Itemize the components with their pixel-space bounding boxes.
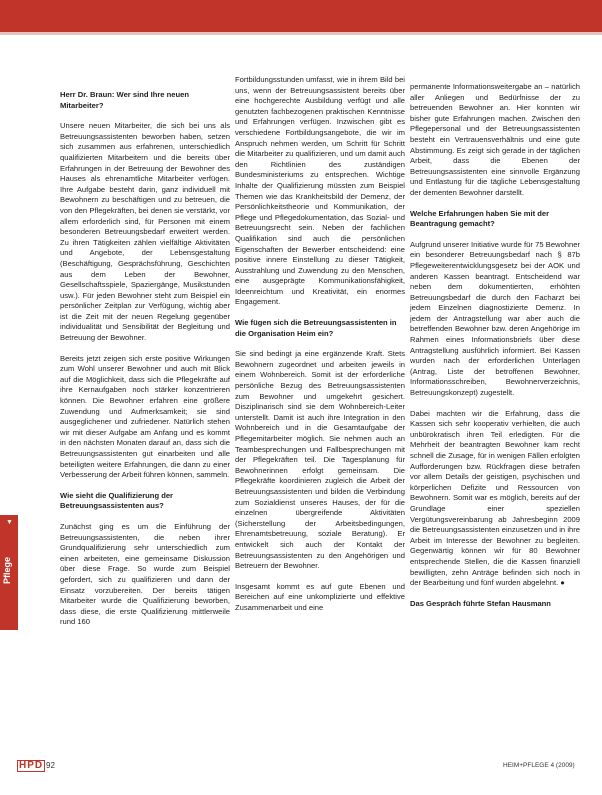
paragraph: permanente Informationsweitergabe an – natürlich aller Anliegen und Bedürfnisse der zu betreuenden Bewohner an. Hier konnten wir bisher gute Erfahrungen machen. Zwischen den Pflegepersonal und der Betreuungsassistenten besteht ein Vertrauensverhältnis und eine gute Abstimmung. Es zeigt sich gerade in der täglichen Arbeit, dass die Ebenen der Betreuungsassistenten eine sinnvolle Ergänzung und Entlastung für die tägliche Lebensgestaltung der dementen Bewohner darstellt.: [410, 82, 580, 197]
header-divider: [0, 32, 602, 35]
article-column-2: [235, 75, 405, 624]
paragraph: Dabei machten wir die Erfahrung, dass die Kassen sich sehr kooperativ verhielten, die auch unbürokratisch ihren Teil erledigten. Für die Mehrheit der beantragten Bewohner kam recht schnell die Zusage, für in wenigen Fällen erfolgten Aufforderungen bzw. Rückfragen diese betrafen vor allem Details der geistigen, psychischen und körperlichen Defizite und Ressourcen von Bewohnern. Somit war es möglich, bereits auf der Grundlage einer speziellen Vergütungsvereinbarung ab Jahresbeginn 2009 die Betreuungsassistenten einzusetzen und in ihre Arbeit im Interesse der Bewohner zu begleiten. Gegenwärtig können wir für 80 Bewohner entsprechende Stellen, die die Kassen finanziell bewilligten, zehn Anträge befinden sich noch in der Bearbeitung und fünf wurden abgelehnt. ●: [410, 408, 580, 588]
question-heading: Wie fügen sich die Betreuungsassistenten in die Organisation Heim ein?: [235, 318, 397, 338]
paragraph: Insgesamt kommt es auf gute Ebenen und Bereichen auf eine unkomplizierte und effektive Zusammenarbeit und eine: [235, 581, 405, 612]
section-tab-label: Pflege: [2, 556, 12, 584]
question-heading: Wie sieht die Qualifizierung der Betreuungsassistenten aus?: [60, 490, 174, 511]
paragraph: Zunächst ging es um die Einführung der Betreuungsassistenten, die neben ihrer Grundqualifizierung sehr unterschiedlich zum einen arbeiteten, eine gemeinsame Diskussion über diese Frage. So wurde zum Beispiel gefordert, sich zu qualifizieren und dann der Einsatz vorzubereiten. Der bereits tätigen Mitarbeiter wurde die Qualifizierung beworben, dass diese, die erste Qualifizierung mittlerweile rund 160: [60, 521, 230, 627]
paragraph: Unsere neuen Mitarbeiter, die sich bei uns als Betreuungsassistenten beworben haben, setzen sich zusammen aus erfahrenen, unterschiedlich qualifizierten Mitarbeitern und die bereits über Erfahrungen in der Betreuung der Bewohner des Hauses als ehrenamtliche Mitarbeiter verfügen. Ihre Aufgabe besteht darin, ganz individuell mit Bewohnern zu beschäftigen und zu betreuen, die von den Pflegekräften, bei denen sie verstärkt, vor allem erforderlich sind, für Personen mit einem besonderen Betreuungsbedarf erweitert werden. Zu ihren Tätigkeiten zählen vielfältige Aktivitäten und Angebote, der Lebensgestaltung (Beschäftigung, Gesprächsführung, Geschichten aus dem Leben der Bewohner, Gesellschaftsspiele, Spaziergänge, Musikstunden usw.). Für jeden Bewohner steht zum Beispiel ein persönlicher Zeitplan zur Verfügung, wichtig aber ist die Zeit mit der neuen Regelung gegenüber individualität und Sensibilität der Begleitung und Betreuung der Bewohner.: [60, 121, 230, 343]
magazine-logo: [17, 760, 45, 772]
question-heading: Welche Erfahrungen haben Sie mit der Beantragung gemacht?: [410, 208, 550, 229]
article-column-1: [60, 90, 230, 638]
paragraph: Aufgrund unserer Initiative wurde für 75 Bewohner ein besonderer Betreuungsbedarf nach § 87b Pflegeweiterentwicklungsgesetz bei der AOK und anderen Kassen beantragt. Entscheidend war neben dem dokumentierten, erhöhten Betreuungsbedarf die durch den Facharzt bei jedem Einzelnen diagnostizierte Demenz. In jedem der Antragstellung war aber auch die betreffenden Bewohner bzw. deren Angehörige im Rahmen eines Informationsbriefs über diese Antragstellung ausführlich informiert. Bei Kassen wurden nach der erforderlichen Unterlagen (Antrag, Liste der betroffenen Bewohner, Informationsschreiben, Bewohnerverzeichnis, Betreuungskonzept) zugestellt.: [410, 239, 580, 398]
issue-info: HEIM+PFLEGE 4 (2009): [503, 762, 575, 769]
page-number: 92: [46, 761, 55, 770]
paragraph: Sie sind bedingt ja eine ergänzende Kraft. Stets Bewohnern zugeordnet und arbeiten jeweils in einem Wohnbereich. Somit ist der erforderliche persönliche Bezug des Betreuungsassistenten zum Bewohner und umgekehrt gesichert. Disziplinarisch sind sie dem Wohnbereich-Leiter unterstellt. Damit ist auch ihre Integration in den Wohnbereich und in die Gesamtaufgabe der Pflegemitarbeiter möglich. Sie nehmen auch an Teambesprechungen und Fallbesprechungen mit der Pflegekräften teil. Die Tagesplanung für Bewohnerinnen erfolgt gemeinsam. Die Pflegekräfte koordinieren zugleich die Arbeit der Betreuungsassistenten und bilden die Verbindung zum Sozialdienst unseres Hauses, der für die einzelnen übergreifende Aktivitäten (Sicherstellung der Arbeitsbedingungen, Ehrenamtsbetreuung, soziale Beratung). Er entwickelt sich auch der Kontakt der Betreuungsassistenten zu den Angehörigen und Betreuern der Bewohner.: [235, 349, 405, 571]
magazine-logo-text: HPD: [19, 760, 44, 771]
question-heading: Herr Dr. Braun: Wer sind Ihre neuen Mitarbeiter?: [60, 90, 189, 110]
section-tab-marker-icon: ▼: [6, 519, 13, 526]
paragraph: Bereits jetzt zeigen sich erste positive Wirkungen zum Wohl unserer Bewohner und auch mit Blick auf die Möglichkeit, dass sich die Pflegekräfte auf ihre Kernaufgaben noch stärker konzentrieren können. Die Bewohner erfahren eine größere Zuwendung und Aufmerksamkeit; sie sind ausgeglichener und zufriedener. Natürlich stehen wir mit dieser Aufgabe am Anfang und es kommt in den nächsten Monaten darauf an, dass sich die Betreuungsassistenten gut einarbeiten und alle beteiligten weitere Erfahrungen, die dann zu einer Verbesserung der Arbeit führen können, sammeln.: [60, 353, 230, 480]
interview-credit: Das Gespräch führte Stefan Hausmann: [410, 598, 551, 608]
header-color-bar: [0, 0, 602, 32]
paragraph: Fortbildungsstunden umfasst, wie in ihrem Bild bei uns, wenn der Betreuungsassistent bereits über eine hochgerechte Ausbildung verfügt und alle genutzten fachbezogenen praktischen Kenntnisse und Erfahrungen verfügen. Inzwischen gibt es verschiedene Fortbildungsangebote, die wir im Anspruch nehmen werden, um Schritt für Schritt die Mitarbeiter zu qualifizieren, und um damit auch den Richtlinien des zuständigen Bundesministeriums zu entsprechen. Wichtige Inhalte der Qualifizierung müssten zum Beispiel Themen wie das Krankheitsbild der Demenz, der Persönlichkeitstheorie und Kommunikation, der Pflege und Pflegedokumentation, das Sozial- und Betreuungsrecht sein. Neben der fachlichen Qualifikation sind auch die persönlichen Eigenschaften der Bewerber entscheidend: eine positive innere Einstellung zu dieser Tätigkeit, Ausstrahlung und Zuwendung zu den Menschen, eine ausgeprägte Kommunikationsfähigkeit, Ideenreichtum und Kreativität, ein enormes Engagement.: [235, 75, 405, 307]
article-column-3: [410, 82, 580, 609]
